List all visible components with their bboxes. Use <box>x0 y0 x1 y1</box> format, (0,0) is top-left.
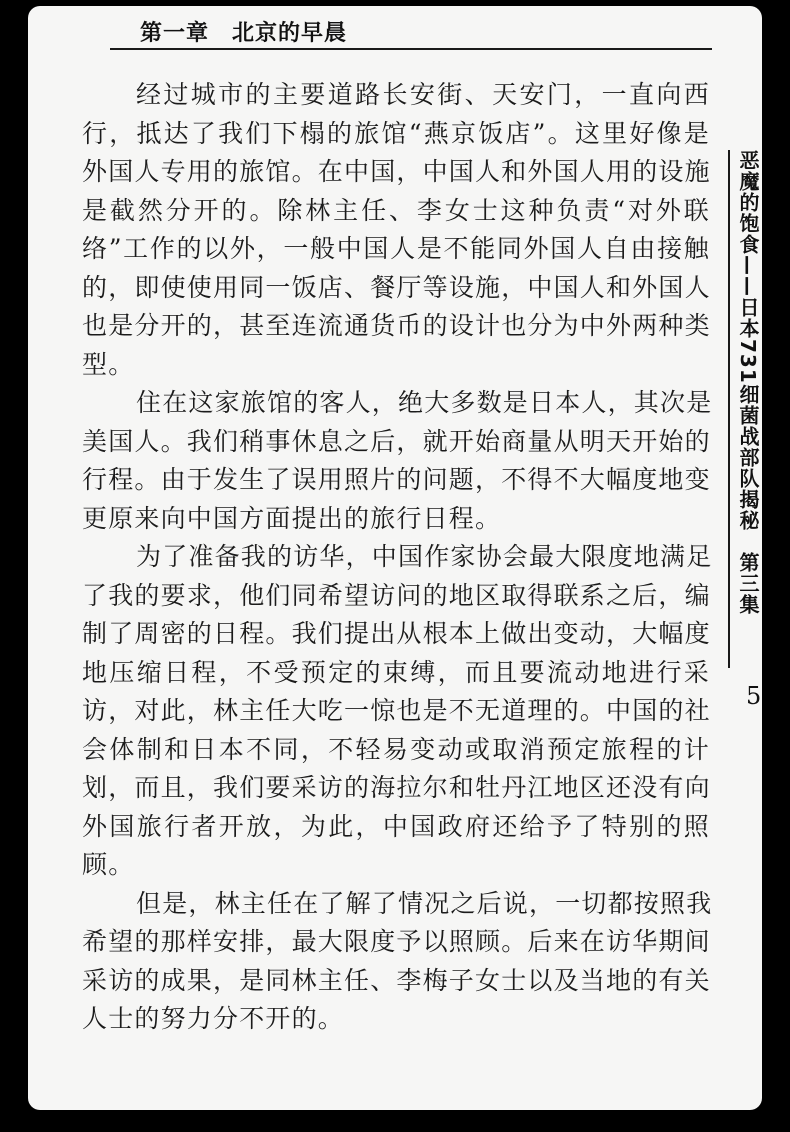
chapter-heading <box>110 6 712 50</box>
paragraph-3-line-6: 会体制和日本不同，不轻易变动或取消预定旅程的计 <box>82 734 710 764</box>
paragraph-3-line-1: 为了准备我的访华，中国作家协会最大限度地满足 <box>136 542 713 571</box>
paragraph-2-line-3: 行程。由于发生了误用照片的问题，不得不大幅度地变 <box>82 465 711 494</box>
paragraph-3-line-3: 制了周密的日程。我们提出从根本上做出变动，大幅度 <box>82 619 711 648</box>
paragraph-2-line-1: 住在这家旅馆的客人，绝大多数是日本人，其次是 <box>136 388 713 417</box>
chapter-title: 第一章 北京的早晨 <box>140 21 348 46</box>
paragraph-4-line-2: 希望的那样安排，最大限度予以照顾。后来在访华期间 <box>82 927 711 956</box>
paragraph-3-line-5: 访，对此，林主任大吃一惊也是不无道理的。中国的社 <box>82 696 711 725</box>
paragraph-3-line-9: 顾。 <box>82 850 135 879</box>
paragraph-4-line-4: 人士的努力分不开的。 <box>82 1004 345 1033</box>
paragraph-1-line-8: 型。 <box>82 349 135 379</box>
paragraph-4-line-3: 采访的成果，是同林主任、李梅子女士以及当地的有关 <box>82 965 711 995</box>
book-page <box>28 6 762 1110</box>
paragraph-1-line-3: 外国人专用的旅馆。在中国，中国人和外国人用的设施 <box>82 157 711 186</box>
paragraph-1-line-2: 行，抵达了我们下榻的旅馆“燕京饭店”。这里好像是 <box>82 118 710 148</box>
paragraph-3-line-7: 划，而且，我们要采访的海拉尔和牡丹江地区还没有向 <box>82 773 711 802</box>
body-text <box>82 76 713 1039</box>
paragraph-1-line-4: 是截然分开的。除林主任、李女士这种负责“对外联 <box>82 195 710 225</box>
paragraph-3-line-8: 外国旅行者开放，为此，中国政府还给予了特别的照 <box>82 811 710 841</box>
paragraph-1-line-5: 络”工作的以外，一般中国人是不能同外国人自由接触 <box>82 234 710 263</box>
paragraph-1-line-1: 经过城市的主要道路长安街、天安门，一直向西 <box>136 80 710 109</box>
paragraph-1-line-7: 也是分开的，甚至连流通货币的设计也分为中外两种类 <box>82 311 711 340</box>
page-number: 5 <box>746 682 762 710</box>
paragraph-3-line-4: 地压缩日程，不受预定的束缚，而且要流动地进行采 <box>82 657 710 687</box>
paragraph-2-line-2: 美国人。我们稍事休息之后，就开始商量从明天开始的 <box>82 426 711 456</box>
paragraph-2-line-4: 更原来向中国方面提出的旅行日程。 <box>82 503 502 533</box>
running-head-text: 恶魔的饱食——日本731细菌战部队揭秘 第三集 <box>736 150 760 615</box>
paragraph-3-line-2: 了我的要求，他们同希望访问的地区取得联系之后，编 <box>82 580 711 610</box>
paragraph-1-line-6: 的，即使使用同一饭店、餐厅等设施，中国人和外国人 <box>82 272 711 302</box>
running-head <box>728 150 762 668</box>
paragraph-4-line-1: 但是，林主任在了解了情况之后说，一切都按照我 <box>136 888 713 918</box>
